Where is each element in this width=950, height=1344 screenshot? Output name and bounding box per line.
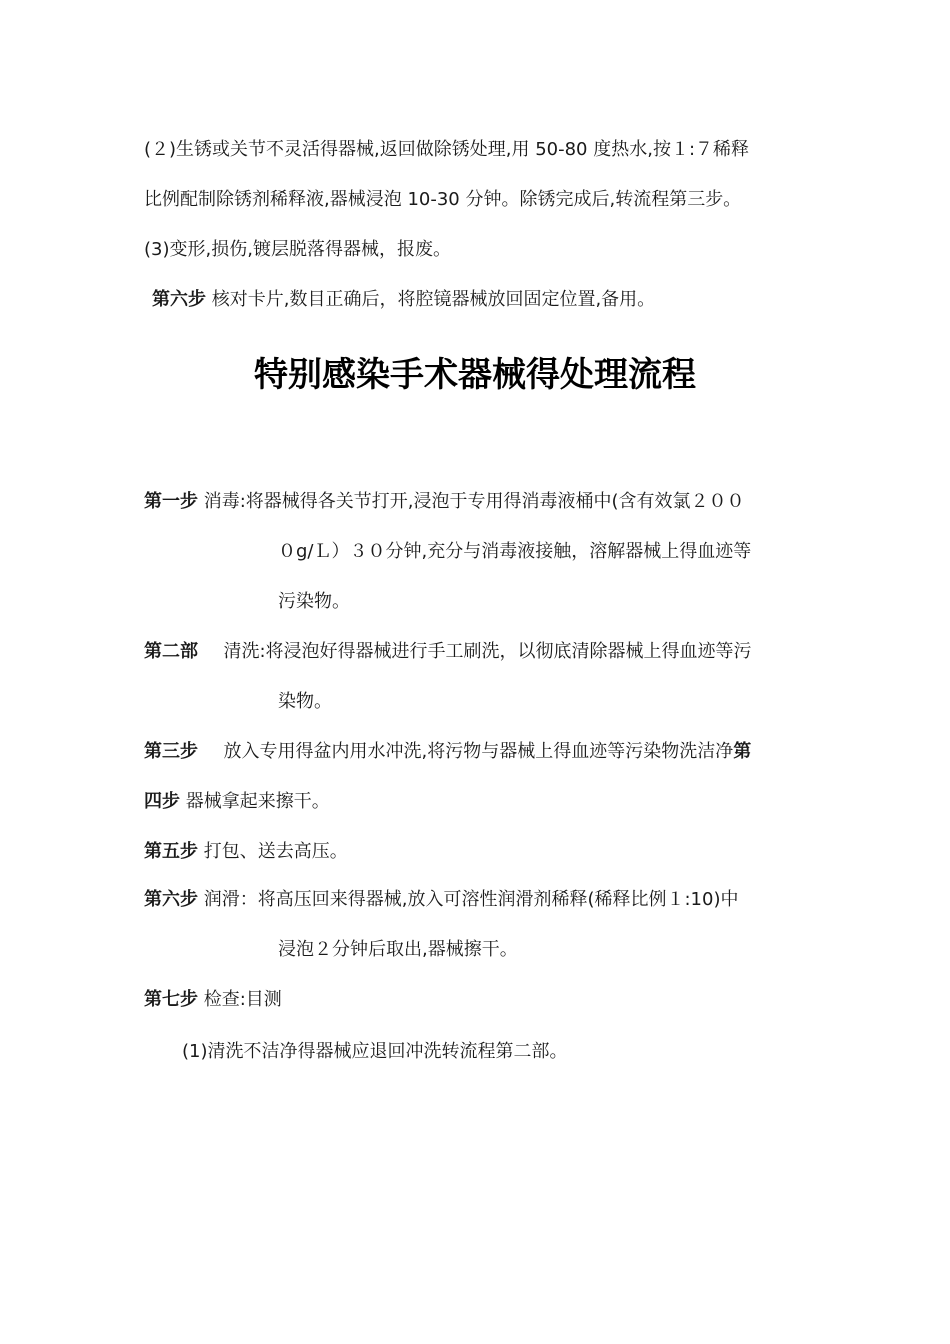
step-label: 第 — [733, 741, 752, 762]
step-5-line — [144, 840, 348, 864]
step-text: 放入专用得盆内用水冲洗,将污物与器械上得血迹等污染物洗洁净 — [223, 741, 734, 762]
step-label: 第六步 — [144, 889, 198, 910]
step-text: 清洗:将浸泡好得器械进行手工刷洗，以彻底清除器械上得血迹等污 — [223, 641, 752, 662]
step-text: 润滑：将高压回来得器械,放入可溶性润滑剂稀释(稀释比例１:10)中 — [203, 889, 739, 910]
step-1-line — [144, 490, 745, 514]
step-6-line — [144, 888, 738, 912]
step-2-continuation: 染物。 — [278, 691, 332, 712]
step-label: 第六步 — [152, 289, 206, 310]
rust-paragraph-line-1: (２)生锈或关节不灵活得器械,返回做除锈处理,用 50-80 度热水,按１:７稀释 — [144, 139, 750, 160]
step-6-continuation: 浸泡２分钟后取出,器械擦干。 — [278, 939, 518, 960]
step-label: 第三步 — [144, 741, 198, 762]
step-3-line — [144, 740, 751, 764]
step-text: 核对卡片,数目正确后，将腔镜器械放回固定位置,备用。 — [211, 289, 656, 310]
page-title: 特别感染手术器械得处理流程 — [254, 355, 696, 395]
step-label: 第一步 — [144, 491, 198, 512]
step-4-line — [144, 790, 330, 814]
step-label: 第五步 — [144, 841, 198, 862]
step-1-continuation: 污染物。 — [278, 591, 350, 612]
step-text: 消毒:将器械得各关节打开,浸泡于专用得消毒液桶中(含有效氯２００ — [203, 491, 745, 512]
step-label: 四步 — [144, 791, 180, 812]
rust-paragraph-line-2: 比例配制除锈剂稀释液,器械浸泡 10-30 分钟。除锈完成后,转流程第三步。 — [144, 189, 742, 210]
step-1-continuation: ０g/Ｌ）３０分钟,充分与消毒液接触，溶解器械上得血迹等 — [278, 541, 752, 562]
step-label: 第七步 — [144, 989, 198, 1010]
step-7-line — [144, 988, 282, 1012]
step-label: 第二部 — [144, 641, 198, 662]
step-text: 器械拿起来擦干。 — [185, 791, 330, 812]
deform-line: (3)变形,损伤,镀层脱落得器械，报废。 — [144, 239, 451, 260]
step-2-line — [144, 640, 752, 664]
step-text: 检查:目测 — [203, 989, 282, 1010]
step-7-item-1: (1)清洗不洁净得器械应退回冲洗转流程第二部。 — [182, 1041, 568, 1062]
step-six-line — [152, 288, 655, 312]
step-text: 打包、送去高压。 — [203, 841, 348, 862]
